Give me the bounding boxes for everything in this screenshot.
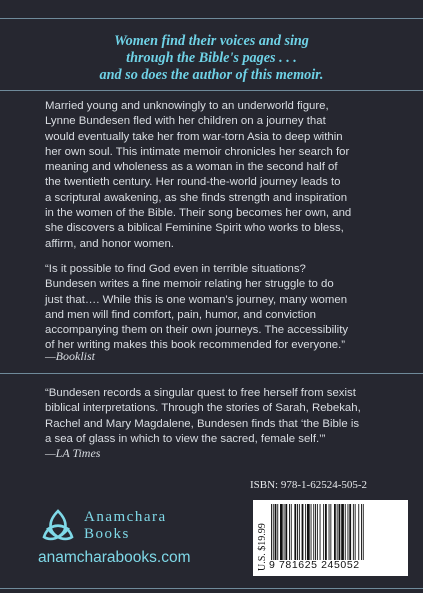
review-quote-booklist	[45, 262, 395, 354]
headline-line: Women find their voices and sing	[114, 33, 309, 49]
publisher-website: anamcharabooks.com	[38, 549, 191, 566]
blurb-line: her own soul. This intimate memoir chronicles her search for	[45, 145, 350, 158]
quote-line: of her writing makes this book recommended for everyone.”	[45, 339, 346, 352]
quote-line: just that…. While this is one woman's journey, many women	[45, 293, 348, 306]
blurb-line: the twentieth century. Her round-the-world journey leads to	[45, 176, 341, 189]
headline-line: and so does the author of this memoir.	[99, 67, 324, 83]
quote-line: Bundesen writes a fine memoir relating her struggle to do	[45, 278, 334, 291]
quote-line: and men will find comfort, pain, humor, and conviction	[45, 308, 316, 321]
blurb-line: in the women of the Bible. Their song becomes her own, and	[45, 207, 352, 220]
quote-line: biblical interpretations. Through the stories of Sarah, Rebekah,	[45, 402, 361, 415]
blurb-line: would eventually take her from war-torn Asia to deep within	[45, 130, 343, 143]
blurb-line: Married young and unknowingly to an underworld figure,	[45, 100, 329, 112]
quote-line: accompanying them on their own journeys. The accessibility	[45, 324, 349, 337]
quote-attribution: —Booklist	[45, 349, 95, 363]
price-label: U.S. $19.99	[257, 523, 268, 571]
quote-line: Rachel and Mary Magdalene, Bundesen finds that ‘the Bible is	[45, 417, 360, 430]
blurb-line: meaning and wholeness as a woman in the second half of	[45, 161, 338, 174]
top-rule	[0, 18, 423, 19]
quote-attribution: —LA Times	[45, 446, 101, 460]
publisher-name: Books	[84, 526, 130, 542]
blurb-line: a scriptural awakening, as she finds strength and inspiration	[45, 191, 348, 204]
headline-line: through the Bible's pages . . .	[126, 50, 297, 66]
isbn-number: ISBN: 978-1-62524-505-2	[250, 479, 368, 491]
headline-rule	[0, 90, 423, 91]
blurb-line: affirm, and honor women.	[45, 237, 174, 250]
barcode-digits: 9 781625 245052	[269, 559, 360, 571]
quote-line: “Is it possible to find God even in terrible situations?	[45, 263, 306, 275]
quote-line: a sea of glass in which to view the sacred, female self.’”	[45, 432, 326, 445]
triquetra-icon	[38, 507, 78, 543]
review-quote-latimes	[45, 386, 395, 447]
bottom-rule	[0, 588, 423, 589]
headline	[34, 33, 389, 84]
barcode	[270, 504, 402, 560]
quote-line: “Bundesen records a singular quest to free herself from sexist	[45, 387, 356, 399]
blurb-line: Lynne Bundesen fled with her children on a journey that	[45, 115, 326, 128]
publisher-name: Anamchara	[84, 509, 167, 525]
blurb-line: she discovers a biblical Feminine Spirit who works to bless,	[45, 222, 344, 235]
quote-divider	[0, 373, 423, 374]
book-blurb	[45, 99, 385, 252]
